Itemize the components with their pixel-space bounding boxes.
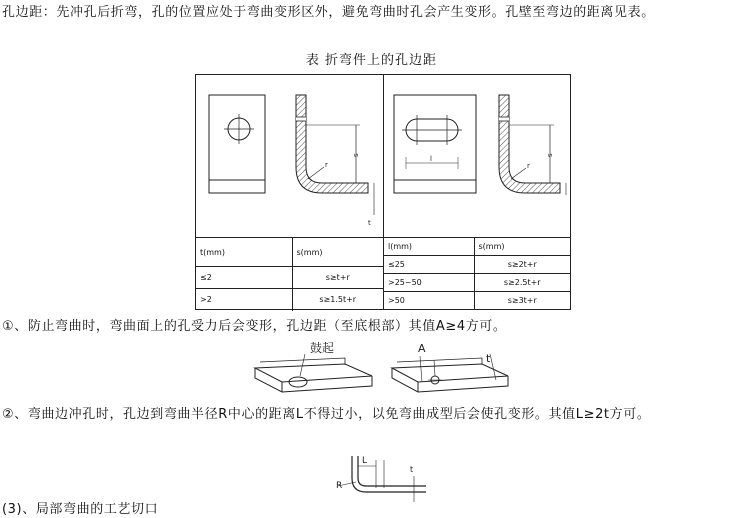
slot-hole-figure <box>384 75 571 237</box>
table-row <box>384 256 570 274</box>
header-l: l(mm) <box>384 238 474 256</box>
bulge-label: 鼓起 <box>310 341 335 355</box>
hole-edge-distance-table <box>195 74 571 310</box>
bulge-illustration <box>250 336 515 398</box>
point-3-heading: (3)、局部弯曲的工艺切口 <box>2 502 159 517</box>
slot-hole-table <box>384 237 570 310</box>
table-row <box>384 274 570 292</box>
table-caption: 表 折弯件上的孔边距 <box>305 53 438 68</box>
table-cell: ≤2 <box>196 267 292 289</box>
table-cell: s≥3t+r <box>474 292 570 310</box>
table-row <box>196 289 383 311</box>
dim-l-label: l <box>430 155 432 163</box>
bend-radius-illustration <box>330 452 430 508</box>
header-t: t(mm) <box>196 238 292 267</box>
dim-t-label: t <box>368 219 371 227</box>
table-cell: >25~50 <box>384 274 474 292</box>
dim-s-label: s <box>352 153 360 157</box>
a-label: A <box>418 342 426 355</box>
table-header-row <box>196 238 383 267</box>
table-row <box>384 292 570 310</box>
l-label: L <box>362 456 368 466</box>
point-2-paragraph: ②、弯曲边冲孔时，孔边到弯曲半径R中心的距离L不得过小，以免弯曲成型后会使孔变形。其值L≥2t方可。 <box>2 407 651 422</box>
r-label: R <box>336 481 343 491</box>
table-header-row <box>384 238 570 256</box>
t-label: t <box>410 465 414 474</box>
header-s: s(mm) <box>292 238 383 267</box>
table-cell: s≥2.5t+r <box>474 274 570 292</box>
point-1-paragraph: ①、防止弯曲时，弯曲面上的孔受力后会变形，孔边距（至底根部）其值A≥4方可。 <box>2 319 507 334</box>
t-label: t <box>486 352 491 365</box>
header-s: s(mm) <box>474 238 570 256</box>
table-cell: ≤25 <box>384 256 474 274</box>
dim-r-label: r <box>325 161 328 169</box>
round-hole-table <box>196 237 383 311</box>
table-cell: s≥2t+r <box>474 256 570 274</box>
table-row <box>196 267 383 289</box>
dim-r-label: r <box>527 162 530 170</box>
table-cell: s≥1.5t+r <box>292 289 383 311</box>
table-cell: s≥t+r <box>292 267 383 289</box>
table-cell: >50 <box>384 292 474 310</box>
round-hole-figure <box>196 75 383 237</box>
intro-paragraph: 孔边距：先冲孔后折弯，孔的位置应处于弯曲变形区外，避免弯曲时孔会产生变形。孔壁至弯边的距离见表。 <box>2 5 655 20</box>
dim-s-label: s <box>546 153 554 157</box>
table-cell: >2 <box>196 289 292 311</box>
